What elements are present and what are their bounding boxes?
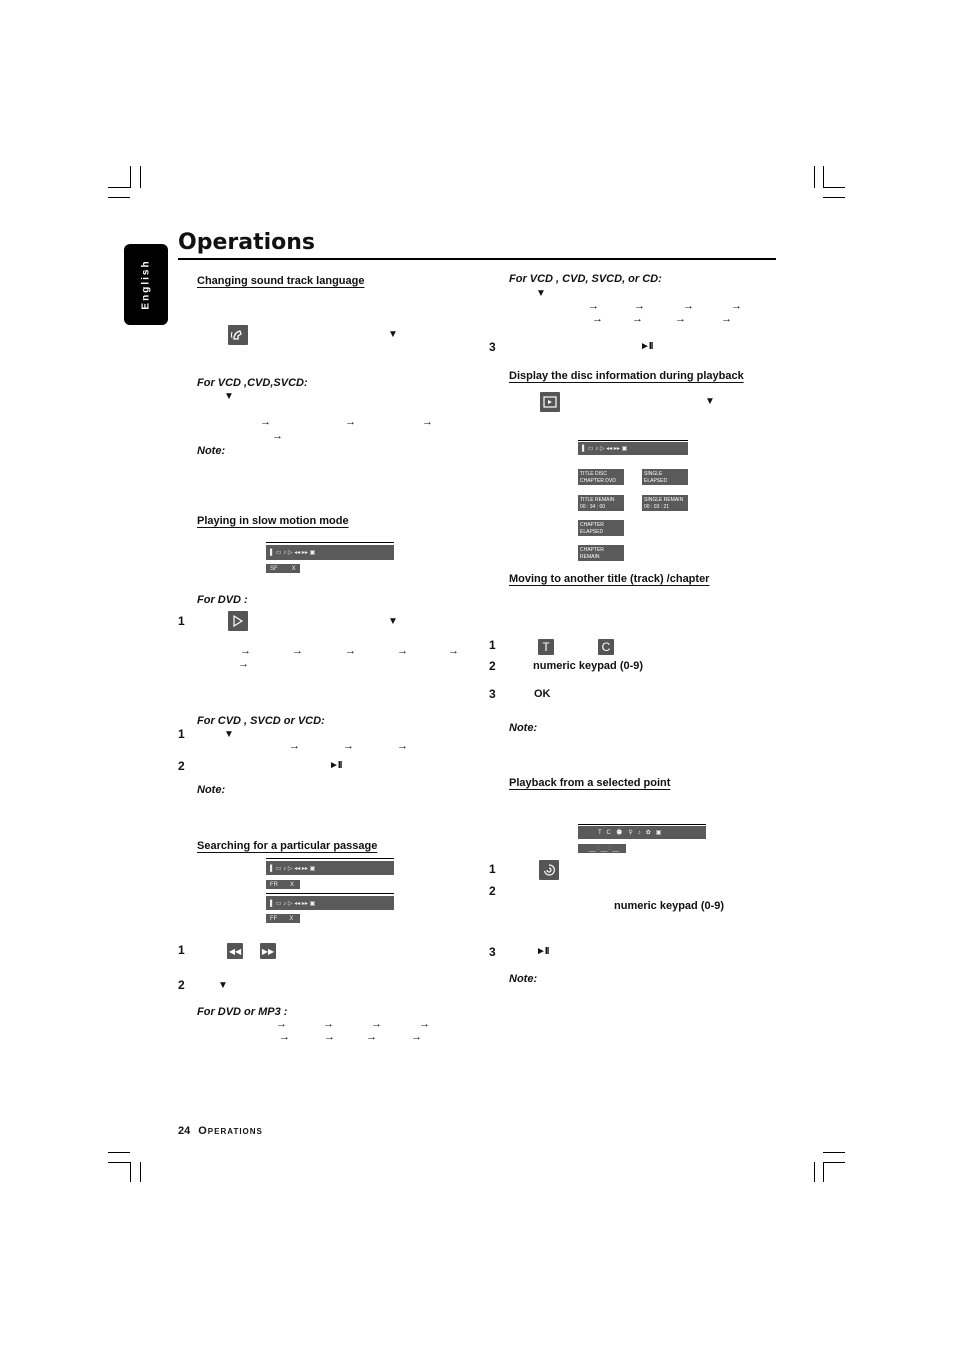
arrow-icon: → — [272, 430, 283, 442]
info-box: CHAPTER ELAPSED 00 : 01 : 23 — [578, 520, 624, 536]
arrow-icon: → — [592, 313, 603, 325]
down-icon: ▼ — [705, 396, 715, 407]
arrow-icon: → — [240, 645, 251, 657]
info-box: SINGLE ELAPSED 00 : 01 : 23 — [642, 469, 688, 485]
heading-disc-info: Display the disc information during playback — [509, 370, 744, 382]
arrow-icon: → — [323, 1018, 334, 1030]
arrow-icon: → — [371, 1018, 382, 1030]
heading-slow-motion: Playing in slow motion mode — [197, 515, 349, 527]
fast-forward-icon[interactable]: ▶▶ — [260, 943, 276, 959]
arrow-icon: → — [289, 740, 300, 752]
chapter-icon[interactable]: C — [598, 639, 614, 655]
for-cvd-label: For CVD , SVCD or VCD: — [197, 715, 325, 727]
goto-icon[interactable] — [539, 860, 559, 880]
osd-menu-bar: ▌ ▭ ♪ ▷ ◂◂ ▸▸ ▣ — [578, 442, 688, 455]
arrow-icon: → — [292, 645, 303, 657]
arrow-icon: → — [238, 658, 249, 670]
for-vcd-label: For VCD ,CVD,SVCD: — [197, 377, 308, 389]
osd-menu-bar: ▌ ▭ ♪ ▷ ◂◂ ▸▸ ▣ — [266, 861, 394, 875]
down-icon: ▼ — [224, 729, 234, 740]
audio-language-icon[interactable] — [228, 325, 248, 345]
arrow-icon: → — [675, 313, 686, 325]
arrow-icon: → — [683, 300, 694, 312]
arrow-icon: → — [731, 300, 742, 312]
arrow-icon: → — [632, 313, 643, 325]
note-label: Note: — [197, 784, 226, 796]
osd-menu-bar: ▌ ▭ ♪ ▷ ◂◂ ▸▸ ▣ — [266, 896, 394, 910]
arrow-icon: → — [260, 416, 271, 428]
info-box: CHAPTER REMAIN 00 : 01 : 23 — [578, 545, 624, 561]
info-box: TITLE REMAIN 00 : 34 : 00 — [578, 495, 624, 511]
arrow-icon: → — [634, 300, 645, 312]
step-number: 1 — [178, 614, 185, 628]
heading-selected-point: Playback from a selected point — [509, 777, 671, 789]
for-dvd-label: For DVD : — [197, 594, 248, 606]
osd-rule — [266, 542, 394, 543]
numeric-keypad-label: numeric keypad (0-9) — [533, 660, 644, 672]
osd-status: SF X — [266, 564, 300, 573]
time-entry-field[interactable]: __ : __ : __ — [578, 844, 626, 853]
note-label: Note: — [509, 722, 538, 734]
page-title: Operations — [178, 230, 315, 255]
arrow-icon: → — [343, 740, 354, 752]
note-label: Note: — [197, 445, 226, 457]
down-icon: ▼ — [218, 980, 228, 991]
language-tab-label: English — [140, 259, 152, 310]
play-pause-icon: ►II — [329, 760, 342, 771]
arrow-icon: → — [397, 740, 408, 752]
step-number: 2 — [178, 759, 185, 773]
step-number: 3 — [489, 945, 496, 959]
down-icon: ▼ — [536, 288, 546, 299]
for-dvd-mp3-label: For DVD or MP3 : — [197, 1006, 288, 1018]
step-number: 3 — [489, 340, 496, 354]
info-box: SINGLE REMAIN 00 : 03 : 21 — [642, 495, 688, 511]
arrow-icon: → — [279, 1031, 290, 1043]
arrow-icon: → — [276, 1018, 287, 1030]
step-number: 1 — [489, 638, 496, 652]
title-icon[interactable]: T — [538, 639, 554, 655]
step-number: 1 — [489, 862, 496, 876]
heading-search: Searching for a particular passage — [197, 840, 378, 852]
step-number: 2 — [489, 659, 496, 673]
osd-rule — [578, 824, 706, 825]
page-number: 24 — [178, 1125, 191, 1137]
down-icon: ▼ — [388, 616, 398, 627]
arrow-icon: → — [588, 300, 599, 312]
heading-sound-track: Changing sound track language — [197, 275, 365, 287]
arrow-icon: → — [448, 645, 459, 657]
page-footer — [178, 1125, 263, 1137]
play-pause-icon: ►II — [536, 946, 549, 957]
osd-status: FR X — [266, 880, 300, 889]
title-rule — [178, 258, 776, 260]
osd-menu-bar: ▌ ▭ ♪ ▷ ◂◂ ▸▸ ▣ — [266, 545, 394, 560]
numeric-keypad-label: numeric keypad (0-9) — [614, 900, 725, 912]
osd-rule — [266, 893, 394, 894]
arrow-icon: → — [324, 1031, 335, 1043]
arrow-icon: → — [345, 416, 356, 428]
display-icon[interactable] — [540, 392, 560, 412]
arrow-icon: → — [721, 313, 732, 325]
note-label: Note: — [509, 973, 538, 985]
arrow-icon: → — [422, 416, 433, 428]
rewind-icon[interactable]: ◀◀ — [227, 943, 243, 959]
step-number: 3 — [489, 687, 496, 701]
step-number: 1 — [178, 727, 185, 741]
step-number: 1 — [178, 943, 185, 957]
step-number: 2 — [178, 978, 185, 992]
down-icon: ▼ — [224, 391, 234, 402]
arrow-icon: → — [397, 645, 408, 657]
ok-label: OK — [534, 688, 551, 700]
down-icon: ▼ — [388, 329, 398, 340]
arrow-icon: → — [419, 1018, 430, 1030]
play-pause-icon: ►II — [640, 341, 653, 352]
arrow-icon: → — [411, 1031, 422, 1043]
osd-rule — [578, 440, 688, 441]
osd-status: FF X — [266, 914, 300, 923]
for-vcd-cd-label: For VCD , CVD, SVCD, or CD: — [509, 273, 662, 285]
heading-moving: Moving to another title (track) /chapter — [509, 573, 710, 585]
arrow-icon: → — [366, 1031, 377, 1043]
osd-menu-bar: T C ⌚ ⚲ ♪ ✿ ▣ — [578, 826, 706, 839]
slow-play-icon[interactable] — [228, 611, 248, 631]
osd-rule — [266, 858, 394, 859]
arrow-icon: → — [345, 645, 356, 657]
footer-section: Operations — [198, 1125, 263, 1137]
step-number: 2 — [489, 884, 496, 898]
info-box: TITLE DISC CHAPTER DVD 00 : 06 : 16 — [578, 469, 624, 485]
